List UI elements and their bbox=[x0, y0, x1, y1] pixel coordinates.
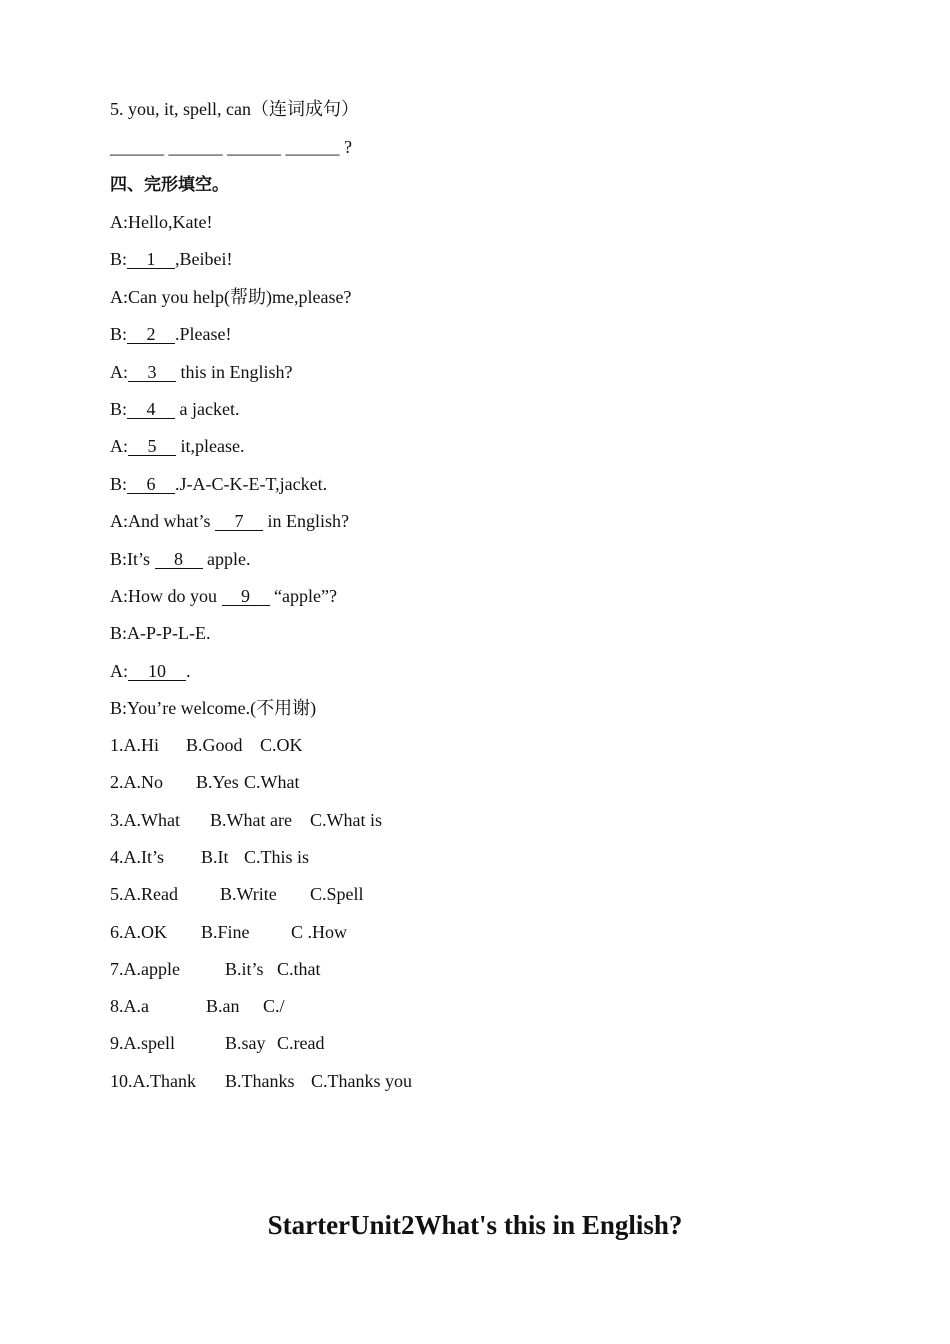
dialogue-text: B:You’re welcome.(不用谢) bbox=[110, 698, 317, 719]
blank-number: 6 bbox=[127, 475, 175, 494]
option-b: B.Good bbox=[186, 735, 243, 755]
dialogue-line bbox=[110, 660, 191, 682]
dialogue-text: .Please! bbox=[175, 324, 232, 345]
option-a: 8.A.a bbox=[110, 996, 149, 1017]
option-a: 5.A.Read bbox=[110, 884, 178, 905]
dialogue-text: B: bbox=[110, 324, 128, 345]
dialogue-line bbox=[110, 211, 212, 233]
option-c: C.OK bbox=[260, 735, 303, 755]
option-c: C.What is bbox=[310, 809, 382, 830]
option-b: B.Fine bbox=[201, 921, 250, 942]
blank-number: 7 bbox=[215, 512, 263, 531]
option-b: B.Thanks bbox=[225, 1070, 295, 1091]
dialogue-text: ,Beibei! bbox=[175, 249, 233, 270]
blank-number: 9 bbox=[222, 587, 270, 606]
dialogue-line bbox=[110, 323, 232, 345]
blank-number: 3 bbox=[128, 363, 176, 382]
dialogue-text: B: bbox=[110, 399, 128, 419]
blank-number: 2 bbox=[127, 325, 175, 344]
dialogue-text: A: bbox=[110, 436, 128, 457]
dialogue-line bbox=[110, 361, 293, 383]
dialogue-text: B:It’s bbox=[110, 548, 155, 569]
blank-number: 8 bbox=[155, 550, 203, 569]
dialogue-text: this in English? bbox=[176, 361, 293, 382]
dialogue-line bbox=[110, 286, 351, 308]
dialogue-text: in English? bbox=[263, 511, 349, 532]
option-b: B.it’s bbox=[225, 958, 264, 979]
dialogue-text: A:And what’s bbox=[110, 511, 215, 532]
option-b: B.an bbox=[206, 996, 240, 1017]
dialogue-text: . bbox=[186, 660, 191, 681]
dialogue-text: apple. bbox=[202, 548, 251, 569]
option-c: C.read bbox=[277, 1033, 325, 1054]
blank-number: 4 bbox=[127, 400, 175, 419]
option-c: C.Spell bbox=[310, 884, 364, 905]
option-a: 6.A.OK bbox=[110, 921, 167, 942]
unit-title: StarterUnit2What's this in English? bbox=[267, 1210, 683, 1240]
dialogue-text: A:How do you bbox=[110, 586, 222, 606]
dialogue-line bbox=[110, 622, 211, 644]
option-b: B.It bbox=[201, 846, 229, 867]
dialogue-line bbox=[110, 697, 316, 719]
blank-number: 10 bbox=[128, 662, 186, 681]
option-a: 10.A.Thank bbox=[110, 1070, 196, 1091]
dialogue-text: A: bbox=[110, 361, 128, 382]
question-5-prompt: 5. you, it, spell, can（连词成句） bbox=[110, 99, 359, 119]
option-c: C.What bbox=[244, 772, 300, 793]
option-b: B.Write bbox=[220, 884, 277, 905]
option-b: B.Yes bbox=[196, 772, 239, 793]
dialogue-line bbox=[110, 435, 244, 457]
option-a: 4.A.It’s bbox=[110, 846, 164, 867]
option-a: 2.A.No bbox=[110, 772, 163, 793]
dialogue-text: a jacket. bbox=[175, 399, 240, 419]
dialogue-text: A: bbox=[110, 660, 128, 681]
dialogue-text: A:Can you help(帮助)me,please? bbox=[110, 286, 352, 307]
option-c: C.that bbox=[277, 958, 321, 979]
dialogue-text: .J-A-C-K-E-T,jacket. bbox=[175, 473, 328, 494]
option-c: C./ bbox=[263, 996, 285, 1017]
dialogue-line bbox=[110, 248, 233, 270]
option-b: B.What are bbox=[210, 809, 292, 830]
option-c: C.This is bbox=[244, 846, 310, 867]
option-c: C .How bbox=[291, 921, 348, 942]
dialogue-text: “apple”? bbox=[269, 586, 337, 606]
section-heading-cloze: 四、完形填空。 bbox=[110, 175, 229, 195]
dialogue-text: A:Hello,Kate! bbox=[110, 212, 213, 232]
option-a: 3.A.What bbox=[110, 809, 180, 830]
question-5-answer-blanks: ______ ______ ______ ______ ? bbox=[110, 137, 352, 157]
dialogue-line bbox=[110, 548, 251, 570]
dialogue-line bbox=[110, 398, 239, 420]
option-b: B.say bbox=[225, 1033, 266, 1054]
option-a: 1.A.Hi bbox=[110, 735, 159, 755]
dialogue-line bbox=[110, 510, 349, 532]
dialogue-text: B:A-P-P-L-E. bbox=[110, 623, 211, 644]
dialogue-text: it,please. bbox=[176, 436, 245, 457]
option-a: 7.A.apple bbox=[110, 958, 180, 979]
dialogue-line bbox=[110, 585, 337, 607]
dialogue-text: B: bbox=[110, 249, 128, 270]
option-c: C.Thanks you bbox=[311, 1070, 412, 1091]
option-a: 9.A.spell bbox=[110, 1033, 175, 1054]
blank-number: 5 bbox=[128, 437, 176, 456]
dialogue-text: B: bbox=[110, 473, 128, 494]
dialogue-line bbox=[110, 473, 327, 495]
blank-number: 1 bbox=[127, 250, 175, 269]
